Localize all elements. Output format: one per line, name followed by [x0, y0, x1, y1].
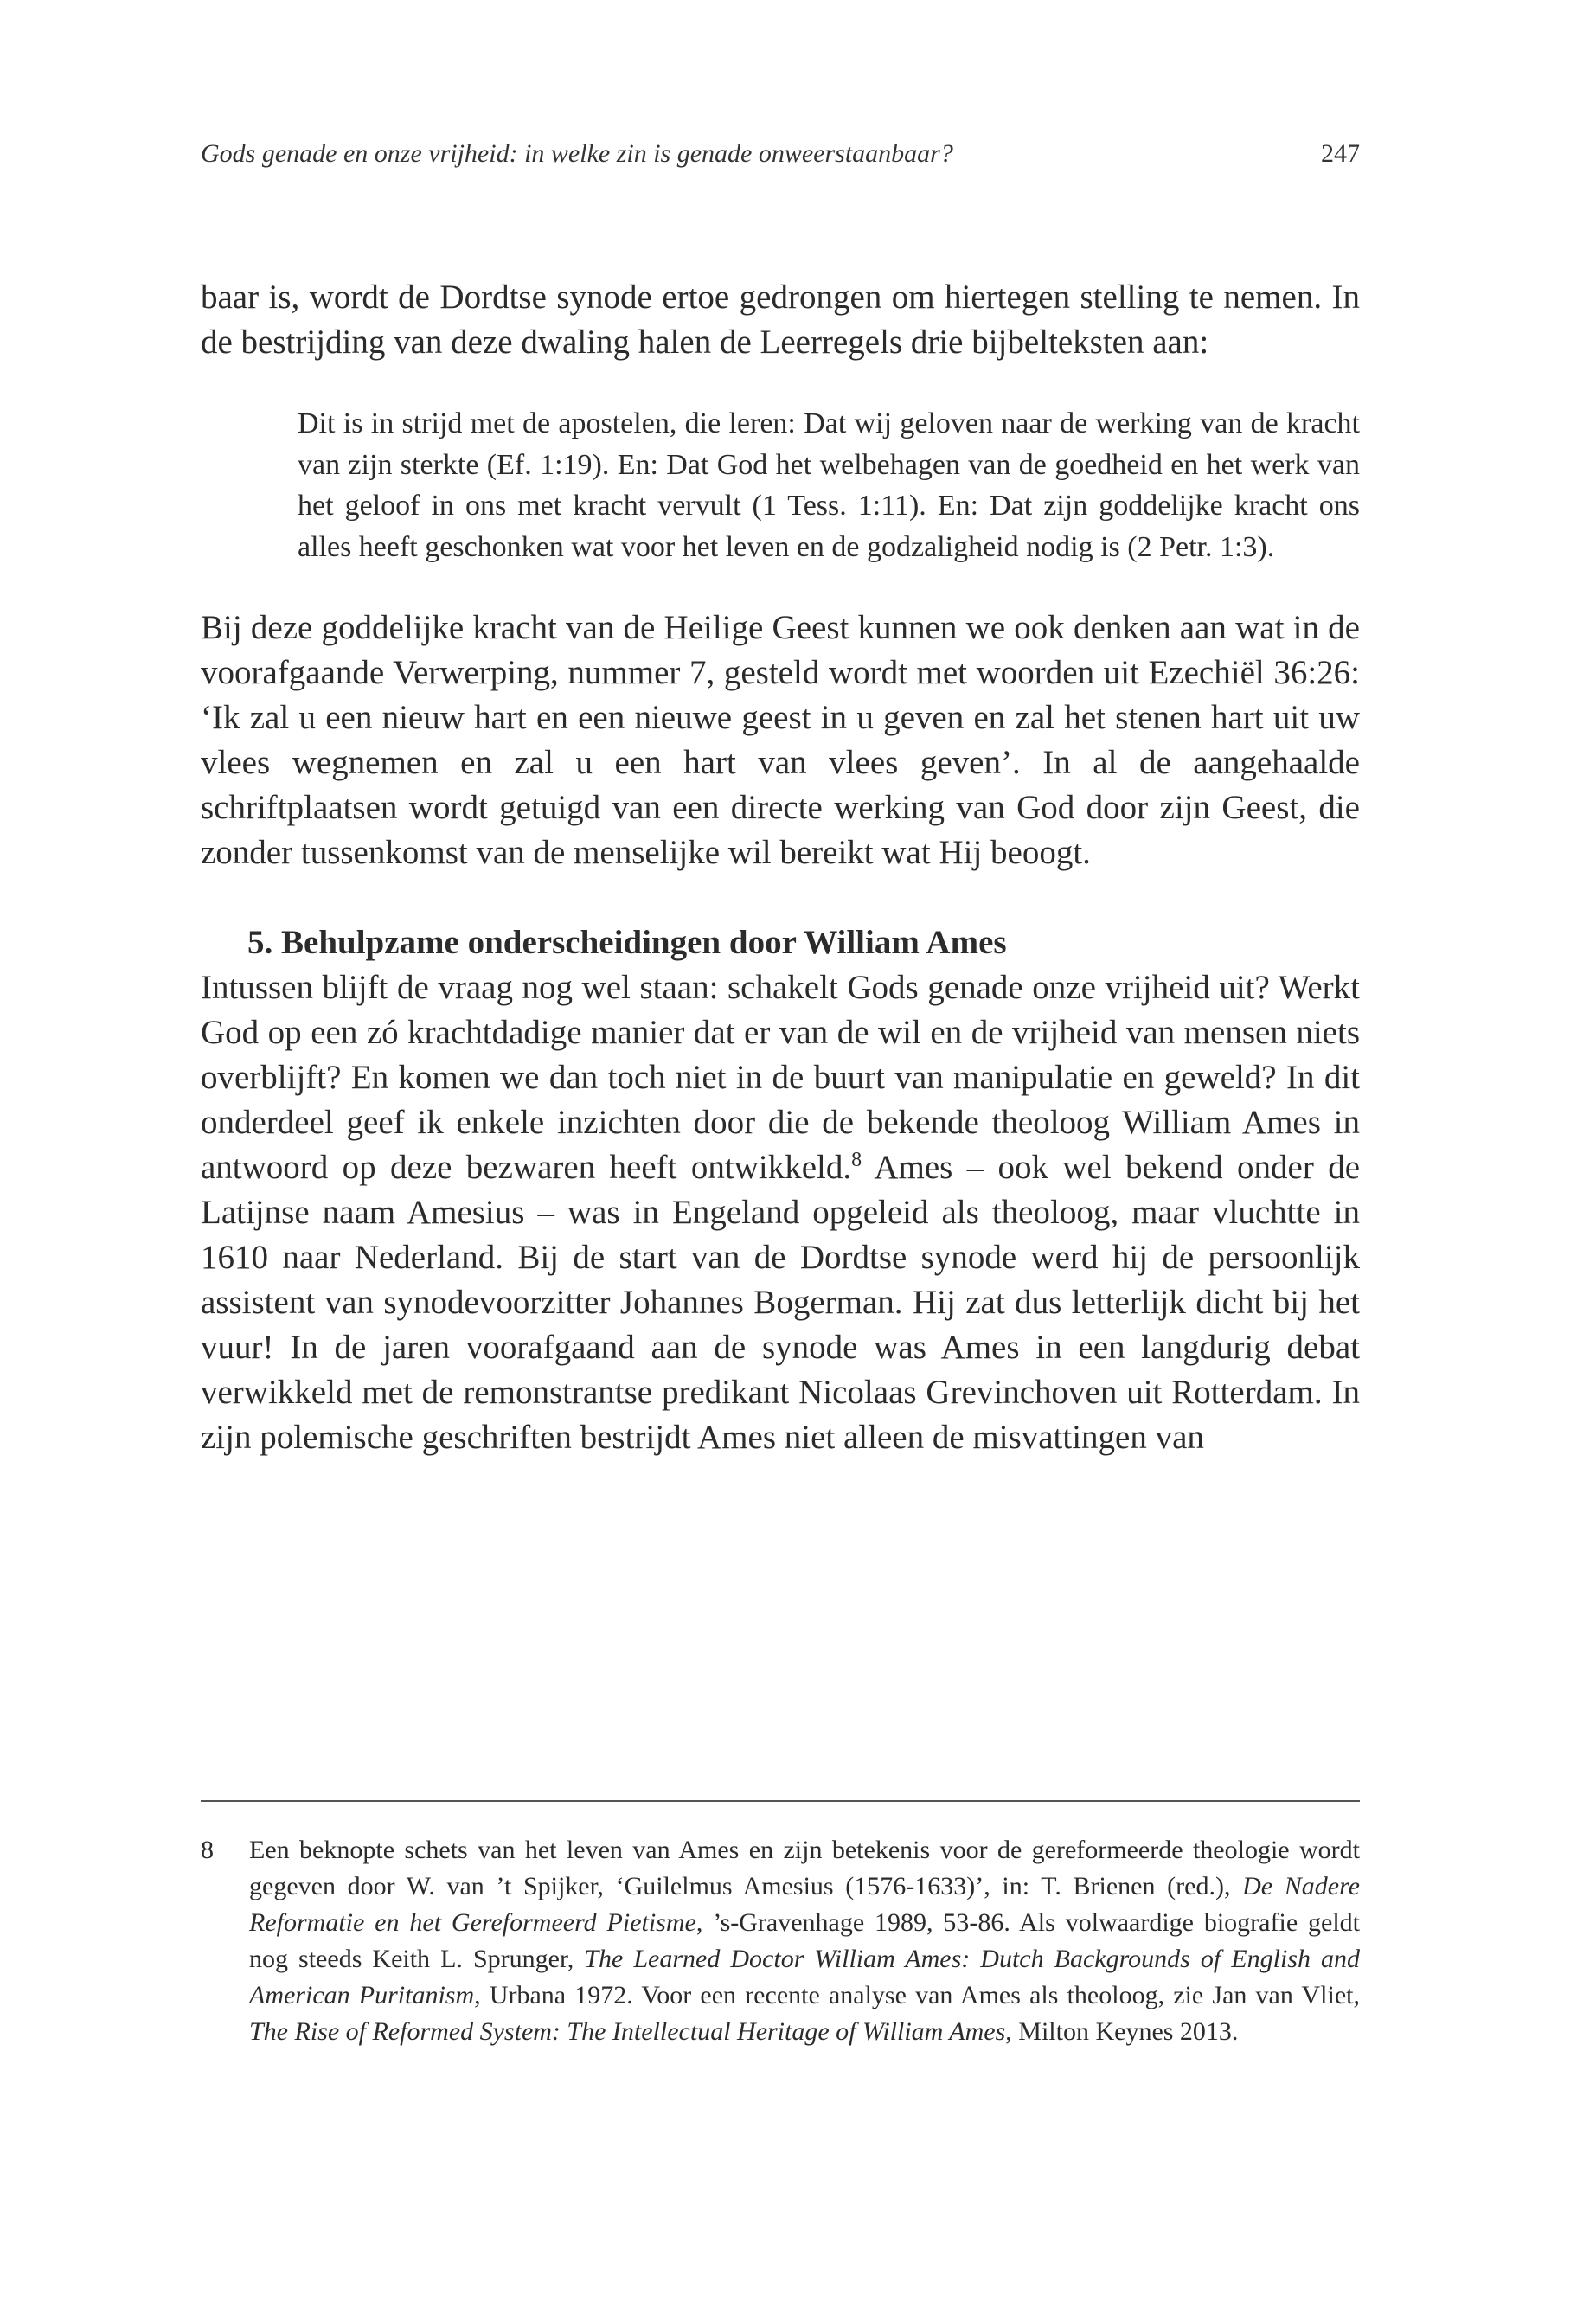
footnote-title-2: The Learned Doctor William Ames: Dutch Backgrounds of English and American Puritanism — [249, 1945, 1360, 2009]
book-page — [201, 0, 1360, 2301]
paragraph-continued: baar is, wordt de Dordtse synode ertoe gedrongen om hiertegen stelling te nemen. In de bestrijding van deze dwaling halen de Leerregels drie bijbelteksten aan: — [201, 279, 1360, 361]
footnote — [201, 1832, 1360, 2050]
footnote-number: 8 — [201, 1836, 214, 1864]
footnote-text-1: Een beknopte schets van het leven van Ames en zijn betekenis voor de gereformeerde theologie wordt gegeven door W. van ’t Spijker, ‘Guilelmus Amesius (1576-1633)’, in: T. Brienen (red.), — [249, 1836, 1360, 1900]
paragraph-ezechiel: Bij deze goddelijke kracht van de Heilige Geest kunnen we ook denken aan wat in de voorafgaande Verwerping, nummer 7, gesteld wordt met woorden uit Ezechiël 36:26: ‘Ik zal u een nieuw hart en een nieuwe geest in u geven en zal het stenen hart uit uw vlees wegnemen en zal u een hart van vlees geven’. In al de aangehaalde schriftplaatsen wordt getuigd van een directe werking van God door zijn Geest, die zonder tussenkomst van de menselijke wil bereikt wat Hij beoogt. — [201, 609, 1360, 871]
footnote-text-2: , ’s-Gravenhage 1989, 53-86. Als volwaardige biografie geldt nog steeds Keith L. Sprunger, — [249, 1908, 1361, 1973]
paragraph-ames — [201, 965, 1360, 1460]
running-head-title: Gods genade en onze vrijheid: in welke zin is genade onweerstaanbaar? — [201, 139, 953, 168]
footnote-text-3: , Urbana 1972. Voor een recente analyse van Ames als theoloog, zie Jan van Vliet, — [474, 1981, 1360, 2009]
paragraph-ames-part2: Ames – ook wel bekend onder de Latijnse naam Amesius – was in Engeland opgeleid als theoloog, maar vluchtte in 1610 naar Nederland. Bij de start van de Dordtse synode werd hij de persoonlijk assistent van synodevoorzitter Johannes Bogerman. Hij zat dus letterlijk dicht bij het vuur! In de jaren voorafgaand aan de synode was Ames in een langdurig debat verwikkeld met de remonstrantse predikant Nicolaas Grevinchoven uit Rotterdam. In zijn polemische geschriften bestrijdt Ames niet alleen de misvattingen van — [201, 1149, 1361, 1456]
running-head — [201, 137, 1360, 171]
footnote-title-1: De Nadere Reformatie en het Gereformeerd Pietisme — [249, 1872, 1360, 1937]
footnote-text-4: , Milton Keynes 2013. — [1005, 2017, 1239, 2046]
footnote-text — [249, 1832, 1360, 2050]
page-number: 247 — [1321, 139, 1360, 168]
block-quote: Dit is in strijd met de apostelen, die leren: Dat wij geloven naar de werking van de kracht van zijn sterkte (Ef. 1:19). En: Dat God het welbehagen van de goedheid en het werk van het geloof in ons met kracht vervult (1 Tess. 1:11). En: Dat zijn goddelijke kracht ons alles heeft geschonken wat voor het leven en de godzaligheid nodig is (2 Petr. 1:3). — [298, 407, 1360, 563]
footnote-divider — [201, 1800, 1360, 1802]
footnote-title-3: The Rise of Reformed System: The Intellectual Heritage of William Ames — [249, 2017, 1006, 2046]
body-text — [201, 275, 1360, 1460]
footnote-reference[interactable]: 8 — [851, 1149, 862, 1171]
paragraph-ames-part1: Intussen blijft de vraag nog wel staan: schakelt Gods genade onze vrijheid uit? Werkt God op een zó krachtdadige manier dat er van de wil en de vrijheid van mensen niets overblijft? En komen we dan toch niet in de buurt van manipulatie en geweld? In dit onderdeel geef ik enkele inzichten door die de bekende theoloog William Ames in antwoord op deze bezwaren heeft ontwikkeld. — [201, 969, 1360, 1186]
section-heading: 5. Behulpzame onderscheidingen door William Ames — [247, 924, 1007, 961]
